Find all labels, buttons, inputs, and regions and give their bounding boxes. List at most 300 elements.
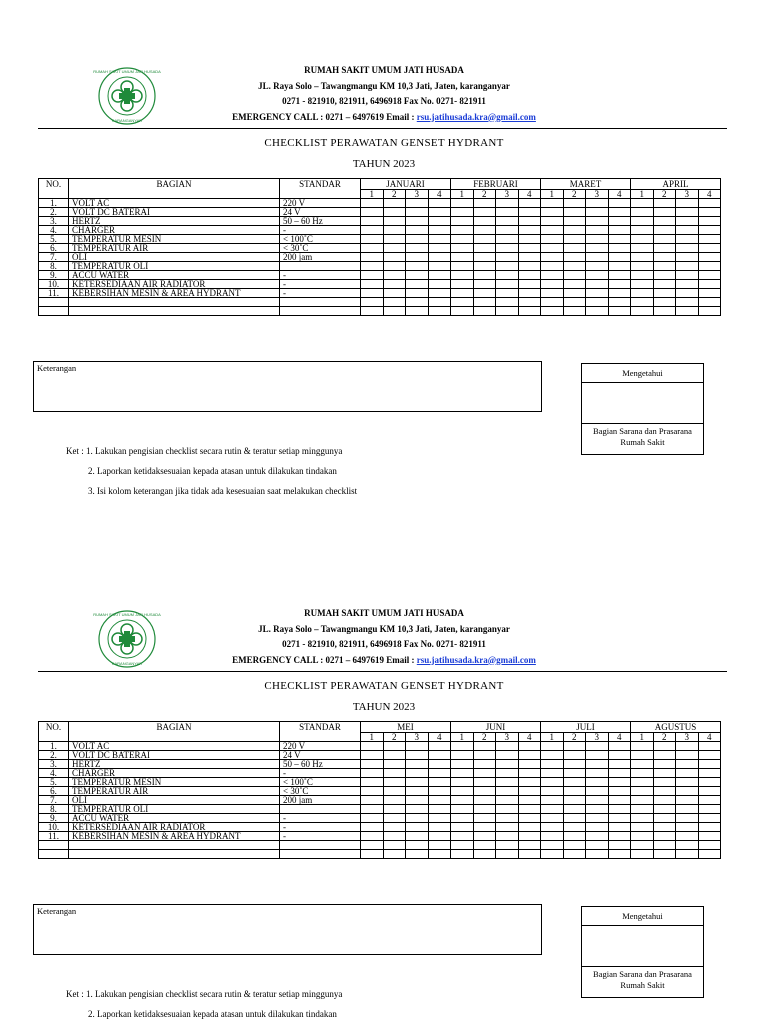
check-cell[interactable] xyxy=(631,253,654,262)
check-cell[interactable] xyxy=(473,751,496,760)
check-cell[interactable] xyxy=(608,226,631,235)
check-cell[interactable] xyxy=(608,751,631,760)
check-cell[interactable] xyxy=(608,760,631,769)
check-cell[interactable] xyxy=(676,751,699,760)
check-cell[interactable] xyxy=(608,271,631,280)
blank-cell[interactable] xyxy=(473,850,496,859)
check-cell[interactable] xyxy=(698,253,721,262)
check-cell[interactable] xyxy=(406,751,429,760)
check-cell[interactable] xyxy=(631,271,654,280)
check-cell[interactable] xyxy=(361,253,384,262)
check-cell[interactable] xyxy=(406,226,429,235)
check-cell[interactable] xyxy=(541,217,564,226)
blank-cell[interactable] xyxy=(361,298,384,307)
blank-cell[interactable] xyxy=(586,298,609,307)
check-cell[interactable] xyxy=(541,226,564,235)
check-cell[interactable] xyxy=(608,253,631,262)
blank-cell[interactable] xyxy=(676,307,699,316)
check-cell[interactable] xyxy=(653,226,676,235)
blank-cell[interactable] xyxy=(361,841,384,850)
check-cell[interactable] xyxy=(473,289,496,298)
keterangan-box[interactable] xyxy=(33,361,542,412)
check-cell[interactable] xyxy=(676,208,699,217)
check-cell[interactable] xyxy=(653,235,676,244)
check-cell[interactable] xyxy=(698,226,721,235)
check-cell[interactable] xyxy=(383,805,406,814)
check-cell[interactable] xyxy=(518,805,541,814)
blank-cell[interactable] xyxy=(608,298,631,307)
check-cell[interactable] xyxy=(541,289,564,298)
check-cell[interactable] xyxy=(563,280,586,289)
check-cell[interactable] xyxy=(631,778,654,787)
email-link[interactable]: rsu.jatihusada.kra@gmail.com xyxy=(416,111,536,122)
blank-cell[interactable] xyxy=(563,298,586,307)
check-cell[interactable] xyxy=(496,787,519,796)
check-cell[interactable] xyxy=(698,208,721,217)
check-cell[interactable] xyxy=(518,280,541,289)
check-cell[interactable] xyxy=(653,262,676,271)
check-cell[interactable] xyxy=(653,760,676,769)
check-cell[interactable] xyxy=(428,778,451,787)
check-cell[interactable] xyxy=(698,199,721,208)
check-cell[interactable] xyxy=(428,244,451,253)
check-cell[interactable] xyxy=(653,832,676,841)
check-cell[interactable] xyxy=(518,823,541,832)
blank-cell[interactable] xyxy=(698,850,721,859)
check-cell[interactable] xyxy=(428,832,451,841)
check-cell[interactable] xyxy=(676,778,699,787)
check-cell[interactable] xyxy=(361,271,384,280)
check-cell[interactable] xyxy=(428,235,451,244)
blank-cell[interactable] xyxy=(698,841,721,850)
check-cell[interactable] xyxy=(451,769,474,778)
check-cell[interactable] xyxy=(541,244,564,253)
blank-cell[interactable] xyxy=(631,298,654,307)
check-cell[interactable] xyxy=(473,778,496,787)
blank-cell[interactable] xyxy=(653,298,676,307)
check-cell[interactable] xyxy=(631,289,654,298)
check-cell[interactable] xyxy=(541,253,564,262)
check-cell[interactable] xyxy=(563,760,586,769)
check-cell[interactable] xyxy=(608,289,631,298)
check-cell[interactable] xyxy=(698,832,721,841)
check-cell[interactable] xyxy=(383,787,406,796)
check-cell[interactable] xyxy=(406,199,429,208)
check-cell[interactable] xyxy=(541,760,564,769)
check-cell[interactable] xyxy=(451,262,474,271)
check-cell[interactable] xyxy=(586,778,609,787)
check-cell[interactable] xyxy=(563,742,586,751)
check-cell[interactable] xyxy=(428,796,451,805)
blank-cell[interactable] xyxy=(586,841,609,850)
check-cell[interactable] xyxy=(496,742,519,751)
check-cell[interactable] xyxy=(586,253,609,262)
check-cell[interactable] xyxy=(406,742,429,751)
blank-cell[interactable] xyxy=(631,841,654,850)
check-cell[interactable] xyxy=(383,199,406,208)
check-cell[interactable] xyxy=(563,208,586,217)
blank-cell[interactable] xyxy=(361,307,384,316)
blank-cell[interactable] xyxy=(406,850,429,859)
check-cell[interactable] xyxy=(631,199,654,208)
blank-cell[interactable] xyxy=(676,850,699,859)
check-cell[interactable] xyxy=(473,235,496,244)
check-cell[interactable] xyxy=(698,823,721,832)
check-cell[interactable] xyxy=(383,271,406,280)
check-cell[interactable] xyxy=(563,271,586,280)
check-cell[interactable] xyxy=(428,280,451,289)
check-cell[interactable] xyxy=(631,751,654,760)
check-cell[interactable] xyxy=(563,199,586,208)
check-cell[interactable] xyxy=(631,832,654,841)
check-cell[interactable] xyxy=(698,751,721,760)
check-cell[interactable] xyxy=(563,814,586,823)
check-cell[interactable] xyxy=(563,289,586,298)
blank-cell[interactable] xyxy=(676,841,699,850)
check-cell[interactable] xyxy=(631,262,654,271)
check-cell[interactable] xyxy=(496,832,519,841)
check-cell[interactable] xyxy=(653,280,676,289)
check-cell[interactable] xyxy=(631,796,654,805)
check-cell[interactable] xyxy=(406,814,429,823)
check-cell[interactable] xyxy=(518,769,541,778)
blank-cell[interactable] xyxy=(541,307,564,316)
check-cell[interactable] xyxy=(563,823,586,832)
check-cell[interactable] xyxy=(698,760,721,769)
check-cell[interactable] xyxy=(563,235,586,244)
blank-cell[interactable] xyxy=(39,298,69,307)
check-cell[interactable] xyxy=(631,805,654,814)
check-cell[interactable] xyxy=(473,199,496,208)
check-cell[interactable] xyxy=(428,271,451,280)
check-cell[interactable] xyxy=(676,742,699,751)
check-cell[interactable] xyxy=(473,814,496,823)
check-cell[interactable] xyxy=(496,262,519,271)
check-cell[interactable] xyxy=(361,796,384,805)
check-cell[interactable] xyxy=(496,280,519,289)
check-cell[interactable] xyxy=(451,778,474,787)
check-cell[interactable] xyxy=(698,787,721,796)
check-cell[interactable] xyxy=(586,271,609,280)
check-cell[interactable] xyxy=(473,760,496,769)
blank-cell[interactable] xyxy=(39,307,69,316)
blank-cell[interactable] xyxy=(496,307,519,316)
check-cell[interactable] xyxy=(608,787,631,796)
check-cell[interactable] xyxy=(451,244,474,253)
check-cell[interactable] xyxy=(361,832,384,841)
check-cell[interactable] xyxy=(406,208,429,217)
check-cell[interactable] xyxy=(563,769,586,778)
check-cell[interactable] xyxy=(608,796,631,805)
check-cell[interactable] xyxy=(518,787,541,796)
check-cell[interactable] xyxy=(698,778,721,787)
keterangan-box[interactable] xyxy=(33,904,542,955)
check-cell[interactable] xyxy=(518,271,541,280)
check-cell[interactable] xyxy=(473,208,496,217)
check-cell[interactable] xyxy=(608,778,631,787)
blank-cell[interactable] xyxy=(280,850,361,859)
check-cell[interactable] xyxy=(428,742,451,751)
check-cell[interactable] xyxy=(586,823,609,832)
blank-cell[interactable] xyxy=(406,841,429,850)
check-cell[interactable] xyxy=(428,751,451,760)
check-cell[interactable] xyxy=(608,217,631,226)
check-cell[interactable] xyxy=(473,253,496,262)
check-cell[interactable] xyxy=(496,217,519,226)
check-cell[interactable] xyxy=(653,208,676,217)
check-cell[interactable] xyxy=(473,787,496,796)
check-cell[interactable] xyxy=(608,208,631,217)
check-cell[interactable] xyxy=(473,217,496,226)
check-cell[interactable] xyxy=(653,769,676,778)
check-cell[interactable] xyxy=(428,823,451,832)
blank-cell[interactable] xyxy=(698,298,721,307)
check-cell[interactable] xyxy=(361,787,384,796)
check-cell[interactable] xyxy=(653,244,676,253)
blank-cell[interactable] xyxy=(428,298,451,307)
check-cell[interactable] xyxy=(608,823,631,832)
check-cell[interactable] xyxy=(451,235,474,244)
check-cell[interactable] xyxy=(473,823,496,832)
check-cell[interactable] xyxy=(698,796,721,805)
check-cell[interactable] xyxy=(496,235,519,244)
blank-cell[interactable] xyxy=(383,298,406,307)
check-cell[interactable] xyxy=(518,832,541,841)
check-cell[interactable] xyxy=(541,742,564,751)
check-cell[interactable] xyxy=(676,244,699,253)
check-cell[interactable] xyxy=(428,805,451,814)
check-cell[interactable] xyxy=(518,244,541,253)
check-cell[interactable] xyxy=(383,235,406,244)
check-cell[interactable] xyxy=(361,742,384,751)
blank-cell[interactable] xyxy=(631,850,654,859)
check-cell[interactable] xyxy=(586,796,609,805)
check-cell[interactable] xyxy=(361,226,384,235)
check-cell[interactable] xyxy=(361,805,384,814)
check-cell[interactable] xyxy=(406,796,429,805)
check-cell[interactable] xyxy=(676,796,699,805)
check-cell[interactable] xyxy=(608,742,631,751)
blank-cell[interactable] xyxy=(563,307,586,316)
check-cell[interactable] xyxy=(676,235,699,244)
check-cell[interactable] xyxy=(563,244,586,253)
check-cell[interactable] xyxy=(428,760,451,769)
check-cell[interactable] xyxy=(496,778,519,787)
check-cell[interactable] xyxy=(451,832,474,841)
blank-cell[interactable] xyxy=(563,841,586,850)
check-cell[interactable] xyxy=(608,832,631,841)
blank-cell[interactable] xyxy=(473,841,496,850)
blank-cell[interactable] xyxy=(451,298,474,307)
check-cell[interactable] xyxy=(406,253,429,262)
check-cell[interactable] xyxy=(586,262,609,271)
blank-cell[interactable] xyxy=(698,307,721,316)
check-cell[interactable] xyxy=(541,823,564,832)
check-cell[interactable] xyxy=(653,253,676,262)
check-cell[interactable] xyxy=(541,262,564,271)
blank-cell[interactable] xyxy=(541,850,564,859)
check-cell[interactable] xyxy=(383,280,406,289)
check-cell[interactable] xyxy=(653,823,676,832)
check-cell[interactable] xyxy=(451,226,474,235)
check-cell[interactable] xyxy=(496,271,519,280)
check-cell[interactable] xyxy=(406,769,429,778)
check-cell[interactable] xyxy=(676,262,699,271)
check-cell[interactable] xyxy=(383,226,406,235)
check-cell[interactable] xyxy=(698,262,721,271)
blank-cell[interactable] xyxy=(383,307,406,316)
check-cell[interactable] xyxy=(383,769,406,778)
check-cell[interactable] xyxy=(608,769,631,778)
check-cell[interactable] xyxy=(406,217,429,226)
blank-cell[interactable] xyxy=(280,841,361,850)
check-cell[interactable] xyxy=(428,199,451,208)
check-cell[interactable] xyxy=(698,244,721,253)
check-cell[interactable] xyxy=(361,289,384,298)
blank-cell[interactable] xyxy=(541,841,564,850)
check-cell[interactable] xyxy=(361,751,384,760)
check-cell[interactable] xyxy=(361,814,384,823)
check-cell[interactable] xyxy=(541,832,564,841)
check-cell[interactable] xyxy=(473,226,496,235)
check-cell[interactable] xyxy=(563,832,586,841)
check-cell[interactable] xyxy=(451,751,474,760)
check-cell[interactable] xyxy=(406,832,429,841)
check-cell[interactable] xyxy=(361,199,384,208)
blank-cell[interactable] xyxy=(280,307,361,316)
check-cell[interactable] xyxy=(361,778,384,787)
check-cell[interactable] xyxy=(698,742,721,751)
check-cell[interactable] xyxy=(631,769,654,778)
check-cell[interactable] xyxy=(541,280,564,289)
check-cell[interactable] xyxy=(428,208,451,217)
check-cell[interactable] xyxy=(698,289,721,298)
check-cell[interactable] xyxy=(586,814,609,823)
check-cell[interactable] xyxy=(383,253,406,262)
check-cell[interactable] xyxy=(361,280,384,289)
check-cell[interactable] xyxy=(428,289,451,298)
check-cell[interactable] xyxy=(473,805,496,814)
check-cell[interactable] xyxy=(518,742,541,751)
check-cell[interactable] xyxy=(451,271,474,280)
check-cell[interactable] xyxy=(676,823,699,832)
check-cell[interactable] xyxy=(473,832,496,841)
check-cell[interactable] xyxy=(383,751,406,760)
blank-cell[interactable] xyxy=(383,850,406,859)
check-cell[interactable] xyxy=(451,814,474,823)
check-cell[interactable] xyxy=(586,244,609,253)
check-cell[interactable] xyxy=(608,280,631,289)
blank-cell[interactable] xyxy=(608,850,631,859)
check-cell[interactable] xyxy=(586,199,609,208)
check-cell[interactable] xyxy=(608,244,631,253)
check-cell[interactable] xyxy=(586,217,609,226)
check-cell[interactable] xyxy=(676,289,699,298)
blank-cell[interactable] xyxy=(586,850,609,859)
check-cell[interactable] xyxy=(406,235,429,244)
check-cell[interactable] xyxy=(563,751,586,760)
check-cell[interactable] xyxy=(361,217,384,226)
check-cell[interactable] xyxy=(586,787,609,796)
check-cell[interactable] xyxy=(676,280,699,289)
blank-cell[interactable] xyxy=(496,850,519,859)
check-cell[interactable] xyxy=(676,199,699,208)
blank-cell[interactable] xyxy=(39,841,69,850)
signature-area[interactable] xyxy=(582,383,703,424)
check-cell[interactable] xyxy=(428,814,451,823)
check-cell[interactable] xyxy=(586,742,609,751)
check-cell[interactable] xyxy=(653,199,676,208)
check-cell[interactable] xyxy=(496,760,519,769)
check-cell[interactable] xyxy=(541,208,564,217)
check-cell[interactable] xyxy=(653,751,676,760)
blank-cell[interactable] xyxy=(518,850,541,859)
check-cell[interactable] xyxy=(361,208,384,217)
signature-area[interactable] xyxy=(582,926,703,967)
check-cell[interactable] xyxy=(428,787,451,796)
blank-cell[interactable] xyxy=(518,298,541,307)
check-cell[interactable] xyxy=(406,760,429,769)
check-cell[interactable] xyxy=(383,814,406,823)
check-cell[interactable] xyxy=(406,823,429,832)
check-cell[interactable] xyxy=(518,253,541,262)
blank-cell[interactable] xyxy=(541,298,564,307)
blank-cell[interactable] xyxy=(428,850,451,859)
blank-cell[interactable] xyxy=(69,307,280,316)
check-cell[interactable] xyxy=(518,208,541,217)
blank-cell[interactable] xyxy=(428,307,451,316)
check-cell[interactable] xyxy=(563,796,586,805)
check-cell[interactable] xyxy=(496,199,519,208)
check-cell[interactable] xyxy=(586,760,609,769)
check-cell[interactable] xyxy=(676,271,699,280)
check-cell[interactable] xyxy=(518,760,541,769)
check-cell[interactable] xyxy=(653,796,676,805)
blank-cell[interactable] xyxy=(518,307,541,316)
check-cell[interactable] xyxy=(473,742,496,751)
check-cell[interactable] xyxy=(631,217,654,226)
check-cell[interactable] xyxy=(563,778,586,787)
check-cell[interactable] xyxy=(451,280,474,289)
check-cell[interactable] xyxy=(586,769,609,778)
check-cell[interactable] xyxy=(383,262,406,271)
email-link[interactable]: rsu.jatihusada.kra@gmail.com xyxy=(416,654,536,665)
check-cell[interactable] xyxy=(563,262,586,271)
check-cell[interactable] xyxy=(496,289,519,298)
check-cell[interactable] xyxy=(676,832,699,841)
check-cell[interactable] xyxy=(676,787,699,796)
blank-cell[interactable] xyxy=(608,841,631,850)
check-cell[interactable] xyxy=(698,217,721,226)
check-cell[interactable] xyxy=(653,814,676,823)
check-cell[interactable] xyxy=(496,805,519,814)
check-cell[interactable] xyxy=(608,805,631,814)
check-cell[interactable] xyxy=(496,751,519,760)
check-cell[interactable] xyxy=(631,742,654,751)
check-cell[interactable] xyxy=(563,787,586,796)
check-cell[interactable] xyxy=(608,262,631,271)
check-cell[interactable] xyxy=(496,823,519,832)
check-cell[interactable] xyxy=(428,769,451,778)
check-cell[interactable] xyxy=(406,787,429,796)
check-cell[interactable] xyxy=(631,814,654,823)
blank-cell[interactable] xyxy=(496,841,519,850)
check-cell[interactable] xyxy=(451,199,474,208)
check-cell[interactable] xyxy=(586,832,609,841)
blank-cell[interactable] xyxy=(473,298,496,307)
check-cell[interactable] xyxy=(518,226,541,235)
check-cell[interactable] xyxy=(541,805,564,814)
